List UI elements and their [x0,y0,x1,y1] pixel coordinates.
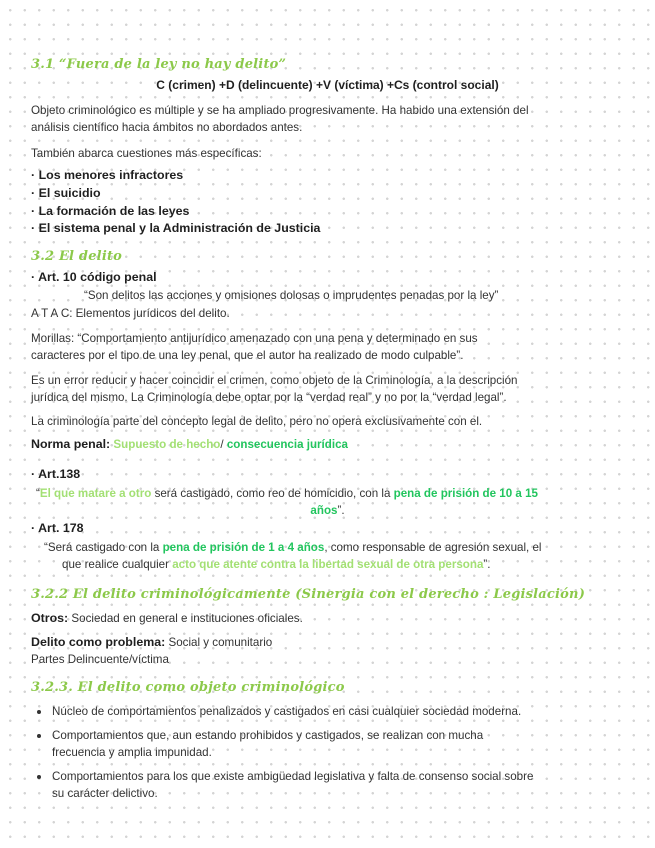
el-que-matare: El que matare a otro [39,487,152,500]
paragraph-objeto-2: análisis científico hacia ámbitos no abordados antes. [31,121,303,134]
art-178-text-2: , como responsable de agresión sexual, el [324,541,542,554]
problema-text: Social y comunitario [165,636,273,649]
art-138-quote-1 [36,485,538,502]
open-quote: “ [36,487,40,500]
problema-label: Delito como problema: [31,635,166,649]
bullet-dot [37,775,41,779]
acto-libertad-sexual: acto que atente contra la libertad sexual de otra persona [172,558,484,571]
paragraph-objeto-1: Objeto criminológico es múltiple y se ha ampliado progresivamente. Ha habido una extensión del [31,104,529,117]
otros-line [31,610,303,627]
norma-penal-label: Norma penal: [31,437,111,451]
art-138-heading: · Art.138 [31,467,81,481]
bullet-item: Núcleo de comportamientos penalizados y castigados en casi cualquier sociedad moderna. [52,705,522,718]
art-138-quote-2 [0,502,655,519]
list-item: · La formación de las leyes [31,204,190,218]
bullet-item: Comportamientos que, aun estando prohibidos y castigados, se realizan con mucha [52,729,484,742]
error-line-1: Es un error reducir y hacer coincidir el crimen, como objeto de la Criminología, a la descripción [31,374,518,387]
otros-label: Otros: [31,611,69,625]
crime-formula: C (crimen) +D (delincuente) +V (víctima) +Cs (control social) [156,78,499,92]
anos: años [310,504,338,517]
partes-line: Partes Delincuente/víctima [31,653,169,666]
norma-separator: / [220,438,224,451]
criminologia-line: La criminología parte del concepto legal de delito, pero no opera exclusivamente con el. [31,415,483,428]
art-10-heading: · Art. 10 código penal [31,270,157,284]
art-178-quote-2 [62,556,491,573]
list-item: · Los menores infractores [31,168,184,182]
morillas-line-1: Morillas: “Comportamiento antijurídico amenazado con una pena y determinado en sus [31,332,478,345]
section-3-2-3-title: 3.2.3. El delito como objeto criminológico [31,680,345,695]
close-quote: ”. [337,504,345,517]
art-178-text-3: que realice cualquier [62,558,173,571]
art-10-quote: “Son delitos las acciones y omisiones dolosas o imprudentes penadas por la ley” [84,289,499,302]
section-3-2-title: 3.2 El delito [31,249,123,264]
otros-text: Sociedad en general e instituciones oficiales. [68,612,303,625]
bullet-item-cont: frecuencia y amplia impunidad. [52,746,212,759]
section-3-2-2-title: 3.2.2 El delito criminológicamente (Sinergia con el derecho : Legislación) [31,587,586,602]
morillas-line-2: caracteres por el tipo de una ley penal, que el autor ha realizado de modo culpable”. [31,349,464,362]
art-138-text: será castigado, como reo de homicidio, con la [151,487,394,500]
bullet-item-cont: su carácter delictivo. [52,787,158,800]
art-178-text-4: ”. [483,558,491,571]
art-178-heading: · Art. 178 [31,521,84,535]
bullet-dot [37,710,41,714]
consecuencia-juridica: consecuencia jurídica [226,438,348,451]
list-item: · El suicidio [31,186,101,200]
pena-10-15: pena de prisión de 10 a 15 [393,487,538,500]
section-3-1-title: 3.1 “Fuera de la ley no hay delito” [31,57,287,72]
error-line-2: jurídica del mismo. La Criminología debe optar por la “verdad real” y no por la “verdad legal”. [31,391,507,404]
list-item: · El sistema penal y la Administración de Justicia [31,221,321,235]
paragraph-abarca: También abarca cuestiones más específicas: [31,147,262,160]
pena-1-4: pena de prisión de 1 a 4 años [162,541,325,554]
art-178-quote-1 [44,539,542,556]
norma-penal-line [31,436,348,453]
art-178-text-1: “Será castigado con la [44,541,163,554]
bullet-dot [37,734,41,738]
problema-line [31,634,272,651]
atac-line: A T A C: Elementos jurídicos del delito. [31,307,230,320]
supuesto-de-hecho: Supuesto de hecho [113,438,221,451]
bullet-item: Comportamientos para los que existe ambigüedad legislativa y falta de consenso social sobre [52,770,534,783]
